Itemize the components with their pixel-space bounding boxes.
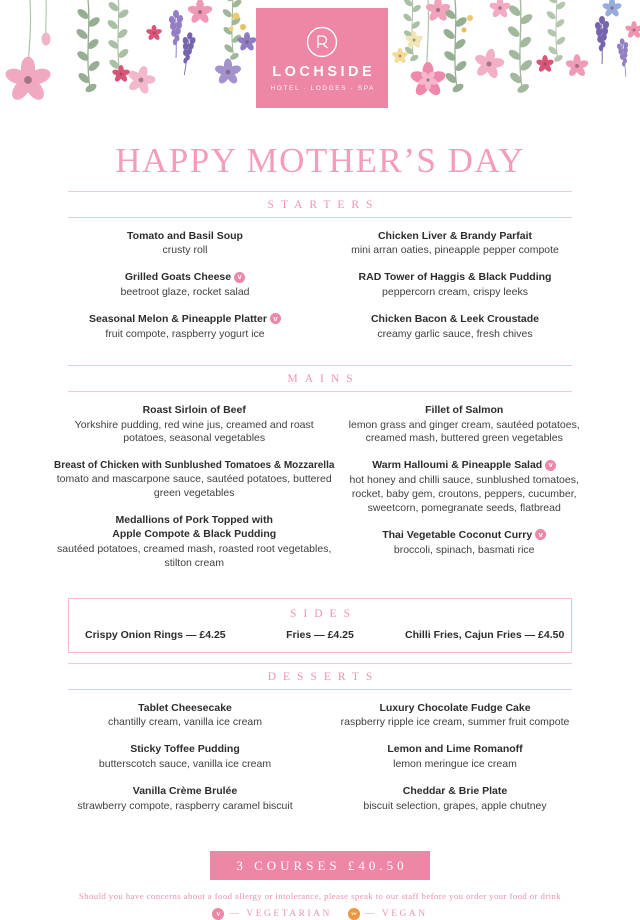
starters-columns — [50, 230, 590, 355]
menu-item — [54, 702, 316, 731]
menu-item — [54, 313, 316, 342]
vegan-icon: ve — [348, 908, 360, 920]
starters-right-column — [320, 230, 590, 355]
side-item: Chilli Fries, Cajun Fries — £4.50 — [405, 628, 565, 641]
dish-name: Medallions of Pork Topped with Apple Compote & Black Pudding — [112, 514, 277, 540]
vegan-label: VEGAN — [381, 908, 428, 919]
desserts-columns — [50, 702, 590, 827]
dish-description: creamy garlic sauce, fresh chives — [377, 327, 533, 340]
sides-row — [73, 629, 567, 641]
starters-heading: STARTERS — [68, 191, 572, 218]
dish-name: Vanilla Crème Brulée — [132, 785, 238, 798]
vegetarian-icon: v — [545, 460, 556, 471]
menu-item — [54, 230, 316, 259]
vegetarian-icon: v — [270, 313, 281, 324]
vegetarian-legend — [212, 908, 331, 920]
allergy-notice: Should you have concerns about a food allergy or intolerance, please speak to our staff before you order your food or drink — [78, 890, 562, 901]
desserts-right-column — [320, 702, 590, 827]
dish-description: chantilly cream, vanilla ice cream — [107, 716, 263, 729]
mains-right-column — [338, 404, 590, 584]
legend-dash: — — [229, 908, 242, 919]
vegetarian-label: VEGETARIAN — [246, 908, 332, 919]
dish-name: Chicken Bacon & Leek Croustade — [370, 312, 540, 325]
dish-name: Warm Halloumi & Pineapple Salad v — [342, 459, 586, 473]
dish-name: Seasonal Melon & Pineapple Platter v — [54, 313, 316, 327]
mains-heading: MAINS — [68, 365, 572, 392]
dish-name: Fillet of Salmon — [425, 403, 504, 416]
floral-header — [0, 0, 640, 132]
dish-name: Breast of Chicken with Sunblushed Tomatoes & Mozzarella — [54, 460, 335, 472]
menu-item — [324, 230, 586, 259]
sides-box — [68, 598, 572, 653]
dish-description: beetroot glaze, rocket salad — [120, 286, 250, 299]
dish-description: hot honey and chilli sauce, sunblushed tomatoes, rocket, baby gem, croutons, peppers, cucumber, sweetcorn, pomegranate seeds, flatbread — [349, 474, 579, 514]
vegetarian-icon: v — [535, 529, 546, 540]
dish-description: strawberry compote, raspberry caramel biscuit — [77, 799, 293, 812]
menu-item — [342, 529, 586, 558]
mains-columns — [50, 404, 590, 584]
desserts-left-column — [50, 702, 320, 827]
dish-description: mini arran oaties, pineapple pepper compote — [351, 244, 559, 257]
dish-description: butterscotch sauce, vanilla ice cream — [98, 758, 272, 771]
dish-description: biscuit selection, grapes, apple chutney — [363, 799, 547, 812]
menu-item — [54, 743, 316, 772]
menu-item — [342, 459, 586, 515]
menu-item — [324, 702, 586, 731]
menu-item — [54, 459, 334, 501]
menu-item — [324, 271, 586, 300]
offer-banner: 3 COURSES £40.50 — [210, 851, 429, 880]
dish-description: sautéed potatoes, creamed mash, roasted root vegetables, stilton cream — [57, 542, 332, 569]
dish-name: Tablet Cheesecake — [138, 701, 232, 714]
dish-name: Roast Sirloin of Beef — [142, 403, 246, 416]
dietary-legend — [68, 908, 572, 920]
dish-description: raspberry ripple ice cream, summer fruit compote — [340, 716, 570, 729]
dish-name: Chicken Liver & Brandy Parfait — [377, 229, 533, 242]
dish-name: Tomato and Basil Soup — [127, 229, 243, 242]
dish-name: Thai Vegetable Coconut Curry v — [342, 529, 586, 543]
dish-name: Lemon and Lime Romanoff — [387, 743, 523, 756]
desserts-heading: DESSERTS — [68, 663, 572, 690]
menu-item — [342, 404, 586, 447]
vegan-legend — [348, 908, 428, 920]
page-title: HAPPY MOTHER’S DAY — [115, 141, 525, 180]
dish-description: crusty roll — [162, 244, 208, 257]
dish-description: lemon grass and ginger cream, sautéed potatoes, creamed mash, buttered green vegetables — [348, 418, 580, 445]
brand-tagline: HOTEL · LODGES · SPA — [270, 84, 376, 92]
side-item: Fries — £4.25 — [286, 628, 354, 641]
dish-name: Grilled Goats Cheese v — [54, 271, 316, 285]
menu-item — [324, 313, 586, 342]
lochside-logo — [256, 8, 388, 108]
starters-left-column — [50, 230, 320, 355]
side-item: Crispy Onion Rings — £4.25 — [85, 628, 226, 641]
dish-description: lemon meringue ice cream — [393, 758, 517, 771]
sides-heading: SIDES — [290, 607, 357, 620]
menu-item — [54, 271, 316, 300]
dish-description: broccoli, spinach, basmati rice — [393, 543, 535, 556]
vegetarian-icon: v — [234, 272, 245, 283]
menu-item — [54, 514, 334, 570]
menu-item — [54, 404, 334, 447]
brand-name: LOCHSIDE — [272, 63, 376, 80]
dish-description: Yorkshire pudding, red wine jus, creamed and roast potatoes, seasonal vegetables — [74, 418, 314, 445]
dish-name: Luxury Chocolate Fudge Cake — [379, 701, 531, 714]
dish-name: RAD Tower of Haggis & Black Pudding — [358, 271, 552, 284]
legend-dash: — — [364, 908, 377, 919]
menu-item — [324, 743, 586, 772]
mains-left-column — [50, 404, 338, 584]
dish-description: peppercorn cream, crispy leeks — [382, 286, 528, 299]
dish-description: tomato and mascarpone sauce, sautéed potatoes, buttered green vegetables — [56, 473, 332, 500]
dish-description: fruit compote, raspberry yogurt ice — [105, 327, 265, 340]
menu-item — [324, 785, 586, 814]
lochside-logo-icon — [305, 25, 339, 59]
dish-name: Cheddar & Brie Plate — [402, 785, 508, 798]
menu-item — [54, 785, 316, 814]
dish-name: Sticky Toffee Pudding — [130, 743, 240, 756]
vegetarian-icon: v — [212, 908, 224, 920]
